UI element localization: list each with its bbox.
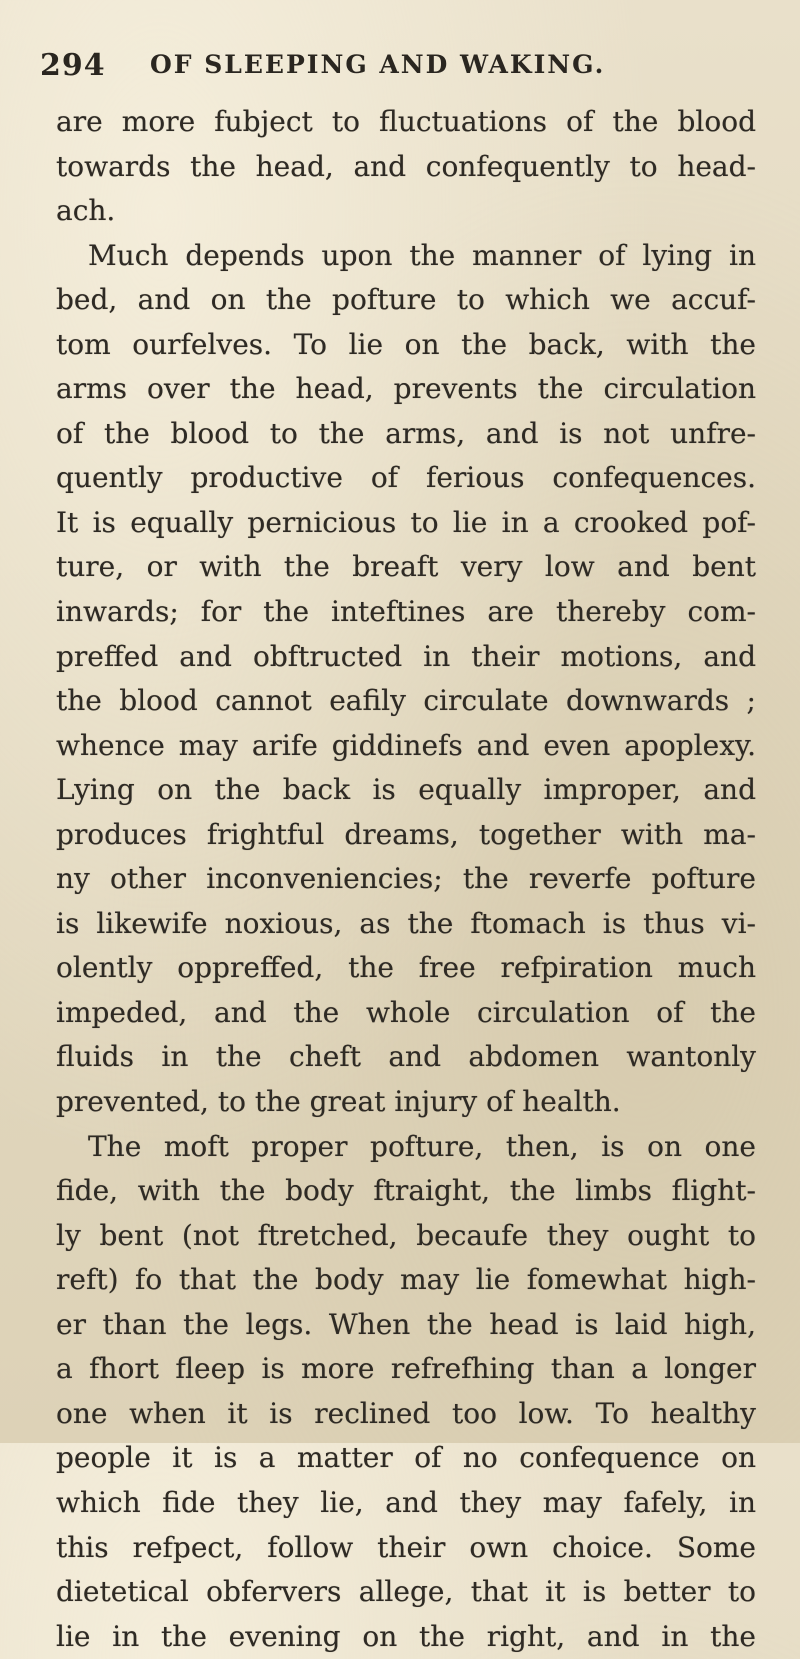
text-line: are more fubject to fluctuations of the blood: [56, 105, 756, 138]
text-line: this refpect, follow their own choice. Some: [56, 1530, 756, 1564]
text-line: which fide they lie, and they may fafely, in: [56, 1485, 756, 1519]
text-line: whence may arife giddinefs and even apoplexy.: [56, 728, 756, 762]
text-line: people it is a matter of no confequence on: [56, 1441, 756, 1475]
paragraph-start-line: Much depends upon the manner of lying in: [88, 238, 756, 272]
text-line: preffed and obftructed in their motions, and: [56, 639, 756, 673]
text-line: Lying on the back is equally improper, and: [56, 773, 756, 807]
text-line: dietetical obfervers allege, that it is better to: [56, 1575, 756, 1609]
text-line: ly bent (not ftretched, becaufe they ought to: [56, 1218, 756, 1252]
text-line: ny other inconveniencies; the reverfe pofture: [56, 862, 756, 896]
text-line: one when it is reclined too low. To healthy: [56, 1396, 756, 1430]
text-line: the blood cannot eafily circulate downwards ;: [56, 684, 756, 718]
text-line: bed, and on the pofture to which we accuf-: [56, 283, 756, 317]
text-line: produces frightful dreams, together with ma-: [56, 817, 756, 851]
text-line: lie in the evening on the right, and in the: [56, 1619, 756, 1653]
page-number: 294: [40, 48, 106, 83]
text-line: tom ourfelves. To lie on the back, with the: [56, 327, 756, 361]
text-line: reft) fo that the body may lie fomewhat high-: [56, 1263, 756, 1297]
text-line: ture, or with the breaft very low and bent: [56, 550, 756, 584]
text-line: fluids in the cheft and abdomen wantonly: [56, 1040, 756, 1074]
paragraph-start-line: The moft proper pofture, then, is on one: [88, 1129, 756, 1163]
text-line: is likewife noxious, as the ftomach is thus vi-: [56, 906, 756, 940]
running-head: OF SLEEPING AND WAKING.: [150, 50, 606, 79]
text-line: impeded, and the whole circulation of the: [56, 995, 756, 1029]
text-line: inwards; for the inteftines are thereby com-: [56, 595, 756, 629]
page-header: [40, 40, 760, 96]
text-line: ach.: [56, 194, 116, 228]
text-line: quently productive of ferious confequences.: [56, 461, 756, 495]
body-text: [56, 100, 756, 1659]
text-line: olently oppreffed, the free refpiration much: [56, 951, 756, 985]
text-line: of the blood to the arms, and is not unfre-: [56, 416, 756, 450]
text-line: It is equally pernicious to lie in a crooked pof-: [56, 505, 756, 539]
text-line: er than the legs. When the head is laid high,: [56, 1307, 756, 1341]
text-line: prevented, to the great injury of health.: [56, 1085, 621, 1119]
text-line: a fhort fleep is more refrefhing than a longer: [56, 1352, 756, 1386]
text-line: fide, with the body ftraight, the limbs flight-: [56, 1174, 756, 1208]
text-line: arms over the head, prevents the circulation: [56, 372, 756, 406]
text-line: towards the head, and confequently to head-: [56, 149, 756, 183]
